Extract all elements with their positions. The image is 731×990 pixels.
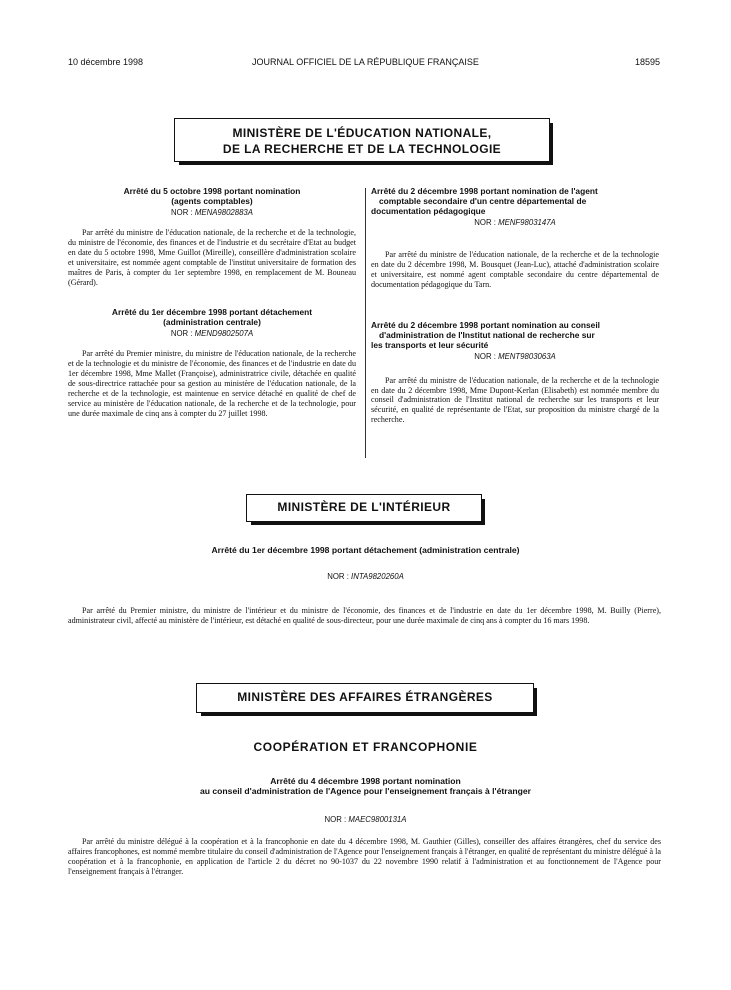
arrete-title-line1: Arrêté du 2 décembre 1998 portant nomination au conseil bbox=[371, 319, 600, 330]
ministry-education-line1: MINISTÈRE DE L'ÉDUCATION NATIONALE, bbox=[232, 126, 492, 140]
arrete-interieur-title: Arrêté du 1er décembre 1998 portant détachement (administration centrale) bbox=[211, 545, 520, 555]
ministry-interieur-heading: MINISTÈRE DE L'INTÉRIEUR bbox=[246, 494, 482, 522]
nor-reference: NOR : MENA9802883A bbox=[171, 208, 253, 217]
arrete-agence-title bbox=[0, 776, 731, 796]
arrete-body: Par arrêté du ministre de l'éducation nationale, de la recherche et de la technologie en date du 2 décembre 1998, Mme Dupont-Kerlan (Elisabeth) est nommée membre du conseil d'administration de l'Institut national de recherche sur les transports et leur sécurité, en qualité de représentante de l'Etat, sur proposition du ministre chargé de la recherche. bbox=[371, 375, 659, 425]
arrete-body: Par arrêté du ministre de l'éducation nationale, de la recherche et de la technologie, du ministre de l'économie, des finances et de l'industrie et du secrétaire d'Etat au budget en date du 5 octobre 1998, Mme Guillot (Mireille), conseillère d'administration scolaire et universitaire, est nommée agent comptable de l'institut universitaire de formation des maîtres de Paris, à compter du 1er septembre 1998, en remplacement de M. Bouneau (Gérard). bbox=[68, 228, 356, 287]
arrete-title-line1: Arrêté du 2 décembre 1998 portant nomination de l'agent bbox=[371, 186, 598, 196]
arrete-title-line3: les transports et leur sécurité bbox=[371, 339, 489, 350]
section-cooperation-francophonie: COOPÉRATION ET FRANCOPHONIE bbox=[253, 740, 478, 754]
arrete-title-line1: Arrêté du 1er décembre 1998 portant détachement bbox=[111, 307, 313, 318]
arrete-title-line1: Arrêté du 4 décembre 1998 portant nomination bbox=[270, 776, 461, 786]
arrete-title-line2: comptable secondaire d'un centre départemental de bbox=[379, 196, 587, 206]
arrete-title-line2: (agents comptables) bbox=[171, 196, 253, 206]
arrete-agence-body: Par arrêté du ministre délégué à la coopération et à la francophonie en date du 4 décembre 1998, M. Gauthier (Gilles), conseiller des affaires étrangères, chef du service des affaires francophones, est nommé membre titulaire du conseil d'administration de l'Agence pour l'enseignement français à l'étranger, en qualité de représentant du ministre délégué à la coopération et à la francophonie, en application de l'article 2 du décret no 90-1037 du 22 novembre 1990 relatif à l'administration et au fonctionnement de l'Agence pour l'enseignement français à l'étranger. bbox=[68, 837, 661, 876]
nor-code: INTA9820260A bbox=[351, 572, 404, 581]
column-divider bbox=[365, 188, 366, 458]
right-column bbox=[371, 186, 659, 425]
arrete-title-line2: au conseil d'administration de l'Agence pour l'enseignement français à l'étranger bbox=[199, 786, 531, 796]
ministry-affaires-etrangeres-heading: MINISTÈRE DES AFFAIRES ÉTRANGÈRES bbox=[196, 683, 534, 713]
arrete-title-line2: (administration centrale) bbox=[163, 317, 261, 328]
arrete-agent-comptable-tarn bbox=[371, 186, 659, 290]
arrete-detachement-mallet bbox=[68, 307, 356, 418]
arrete-agents-comptables bbox=[68, 186, 356, 287]
arrete-body: Par arrêté du ministre de l'éducation nationale, de la recherche et de la technologie en date du 2 décembre 1998, M. Bousquet (Jean-Luc), attaché d'administration scolaire et universitaire, est nommé agent comptable secondaire du centre départemental de documentation pédagogique du Tarn. bbox=[371, 250, 659, 289]
header-date: 10 décembre 1998 bbox=[68, 57, 144, 67]
nor-reference: NOR : INTA9820260A bbox=[327, 572, 404, 581]
arrete-inrets bbox=[371, 320, 659, 426]
arrete-body: Par arrêté du Premier ministre, du ministre de l'éducation nationale, de la recherche et de la technologie et du ministre de l'économie, des finances et de l'industrie en date du 1er décembre 1998, Mme Mallet (Françoise), administratrice civile, détachée en qualité de sous-directrice rattachée pour sa gestion au ministère de l'éducation nationale, de la recherche et de la technologie, est maintenue en service détaché en qualité de chef de service au ministère de l'éducation nationale, de la recherche et de la technologie, pour une durée maximale de cinq ans à compter du 27 juillet 1998. bbox=[68, 349, 356, 418]
ministry-education-line2: DE LA RECHERCHE ET DE LA TECHNOLOGIE bbox=[222, 142, 502, 156]
arrete-title-line2: d'administration de l'Institut national de recherche sur bbox=[379, 329, 595, 340]
nor-reference: NOR : MENF9803147A bbox=[474, 218, 556, 227]
nor-code: MENT9803063A bbox=[498, 351, 556, 361]
nor-reference: NOR : MEND9802507A bbox=[170, 329, 254, 339]
nor-code: MENF9803147A bbox=[498, 218, 556, 227]
nor-reference: NOR : MAEC9800131A bbox=[324, 815, 407, 824]
nor-reference: NOR : MENT9803063A bbox=[474, 351, 556, 361]
arrete-title-line1: Arrêté du 5 octobre 1998 portant nomination bbox=[123, 186, 301, 196]
arrete-interieur-body: Par arrêté du Premier ministre, du ministre de l'intérieur et du ministre de l'économie, des finances et de l'industrie en date du 1er décembre 1998, M. Builly (Pierre), administrateur civil, affecté au ministère de l'intérieur, est détaché en qualité de sous-directeur, pour une durée maximale de cinq ans à compter du 16 mars 1998. bbox=[68, 606, 661, 625]
nor-code: MEND9802507A bbox=[194, 329, 254, 339]
journal-title: JOURNAL OFFICIEL DE LA RÉPUBLIQUE FRANÇAISE bbox=[252, 57, 479, 67]
ministry-education-heading bbox=[174, 118, 550, 162]
page-number: 18595 bbox=[634, 57, 660, 67]
nor-code: MENA9802883A bbox=[194, 208, 253, 217]
nor-code: MAEC9800131A bbox=[348, 815, 407, 824]
left-column bbox=[68, 186, 356, 419]
arrete-title-line3: documentation pédagogique bbox=[371, 206, 486, 216]
